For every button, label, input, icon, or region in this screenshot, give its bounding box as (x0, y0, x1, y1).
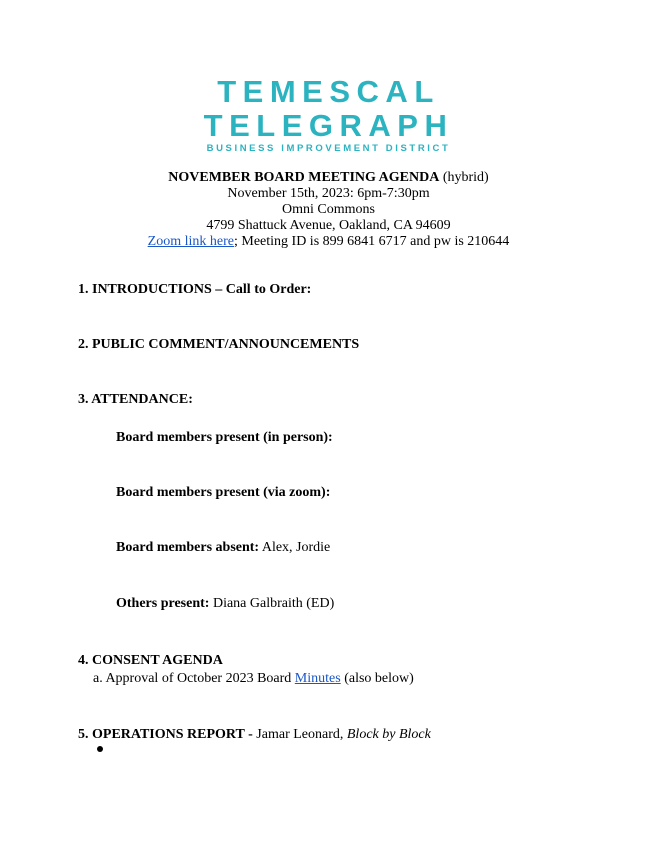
logo-line-bid: BUSINESS IMPROVEMENT DISTRICT (206, 143, 451, 154)
attendance-absent-label: Board members absent: (116, 540, 260, 555)
attendance-zoom-label: Board members present (via zoom): (116, 485, 331, 500)
attendance-others-label: Others present: (116, 596, 210, 611)
meeting-header (0, 170, 657, 250)
meeting-title (0, 170, 657, 186)
attendance-absent-value: Alex, Jordie (259, 540, 331, 555)
consent-item-a (93, 671, 414, 687)
meeting-date: November 15th, 2023: 6pm-7:30pm (227, 186, 430, 201)
meeting-title-bold: NOVEMBER BOARD MEETING AGENDA (168, 170, 440, 185)
section-consent-agenda (78, 653, 223, 669)
meeting-address: 4799 Shattuck Avenue, Oakland, CA 94609 (206, 218, 451, 233)
consent-item-prefix: a. Approval of October 2023 Board (93, 671, 295, 686)
consent-item-suffix: (also below) (340, 671, 414, 686)
meeting-venue: Omni Commons (282, 202, 375, 217)
attendance-in-person (116, 430, 333, 446)
zoom-details: ; Meeting ID is 899 6841 6717 and pw is 210644 (233, 234, 510, 249)
meeting-title-suffix: (hybrid) (439, 170, 489, 185)
bullet-point (97, 746, 103, 752)
attendance-others (116, 596, 334, 612)
attendance-zoom (116, 485, 330, 501)
section-introductions-heading: 1. INTRODUCTIONS – Call to Order: (78, 282, 312, 297)
section-public-comment-heading: 2. PUBLIC COMMENT/ANNOUNCEMENTS (78, 337, 360, 352)
section-operations-heading: 5. OPERATIONS REPORT - (78, 727, 253, 742)
attendance-others-value: Diana Galbraith (ED) (209, 596, 335, 611)
zoom-link[interactable]: Zoom link here (147, 234, 234, 249)
section-attendance (78, 392, 193, 408)
section-operations-report (78, 727, 431, 743)
attendance-absent (116, 540, 330, 556)
operations-presenter: Jamar Leonard, (252, 727, 347, 742)
section-consent-agenda-heading: 4. CONSENT AGENDA (78, 653, 223, 668)
logo-line-telegraph: TELEGRAPH (203, 108, 454, 143)
minutes-link[interactable]: Minutes (294, 671, 341, 686)
logo-line-temescal: TEMESCAL (217, 74, 440, 109)
operations-organization: Block by Block (346, 727, 431, 742)
zoom-info (0, 234, 657, 250)
section-attendance-heading: 3. ATTENDANCE: (78, 392, 193, 407)
section-introductions (78, 282, 311, 298)
attendance-in-person-label: Board members present (in person): (116, 430, 333, 445)
section-public-comment (78, 337, 359, 353)
